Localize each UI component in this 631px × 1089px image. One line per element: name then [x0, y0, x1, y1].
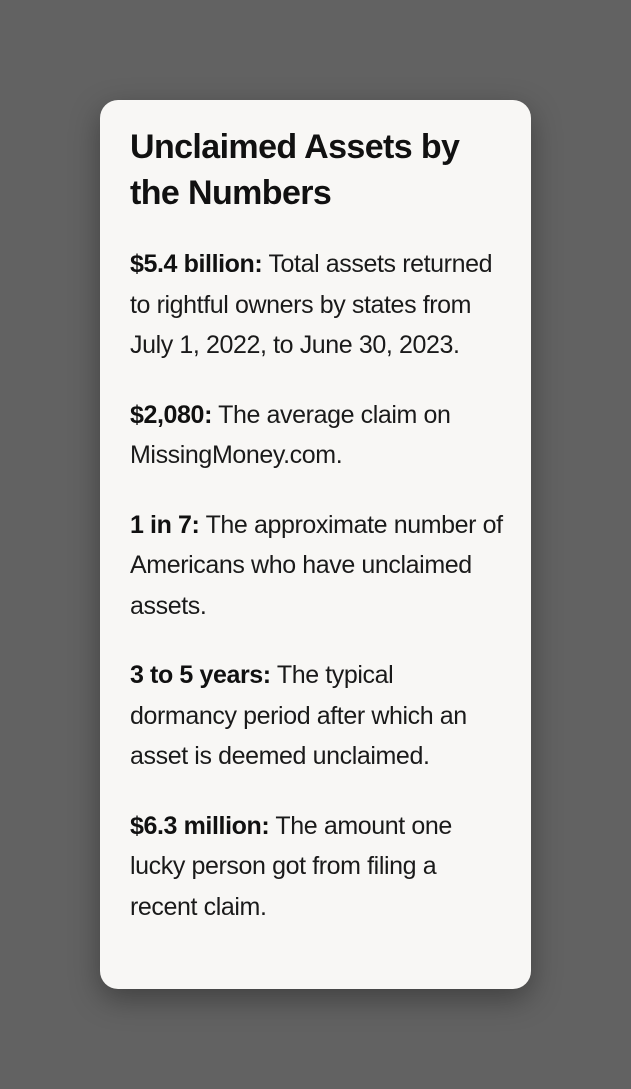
stat-description: The approximate number of Americans who have unclaimed assets.: [130, 510, 503, 620]
stat-description: The average claim on MissingMoney.com.: [130, 400, 451, 469]
stat-description: Total assets returned to rightful owners by states from July 1, 2022, to June 30, 2023.: [130, 250, 493, 359]
stat-value: 3 to 5 years:: [130, 661, 271, 689]
stat-value: $5.4 billion:: [130, 250, 263, 278]
stat-item: [130, 244, 505, 366]
card-title: Unclaimed Assets by the Numbers: [130, 128, 460, 212]
stat-item: [130, 655, 505, 777]
stat-item: [130, 806, 505, 928]
stat-item: [130, 505, 505, 627]
stat-description: The amount one lucky person got from filing a recent claim.: [130, 811, 452, 921]
stat-value: $2,080:: [130, 400, 212, 429]
stats-card: [100, 100, 531, 989]
stat-item: [130, 395, 505, 476]
stat-value: 1 in 7:: [130, 510, 200, 539]
stat-description: The typical dormancy period after which an asset is deemed unclaimed.: [130, 661, 467, 770]
stat-value: $6.3 million:: [130, 811, 270, 840]
